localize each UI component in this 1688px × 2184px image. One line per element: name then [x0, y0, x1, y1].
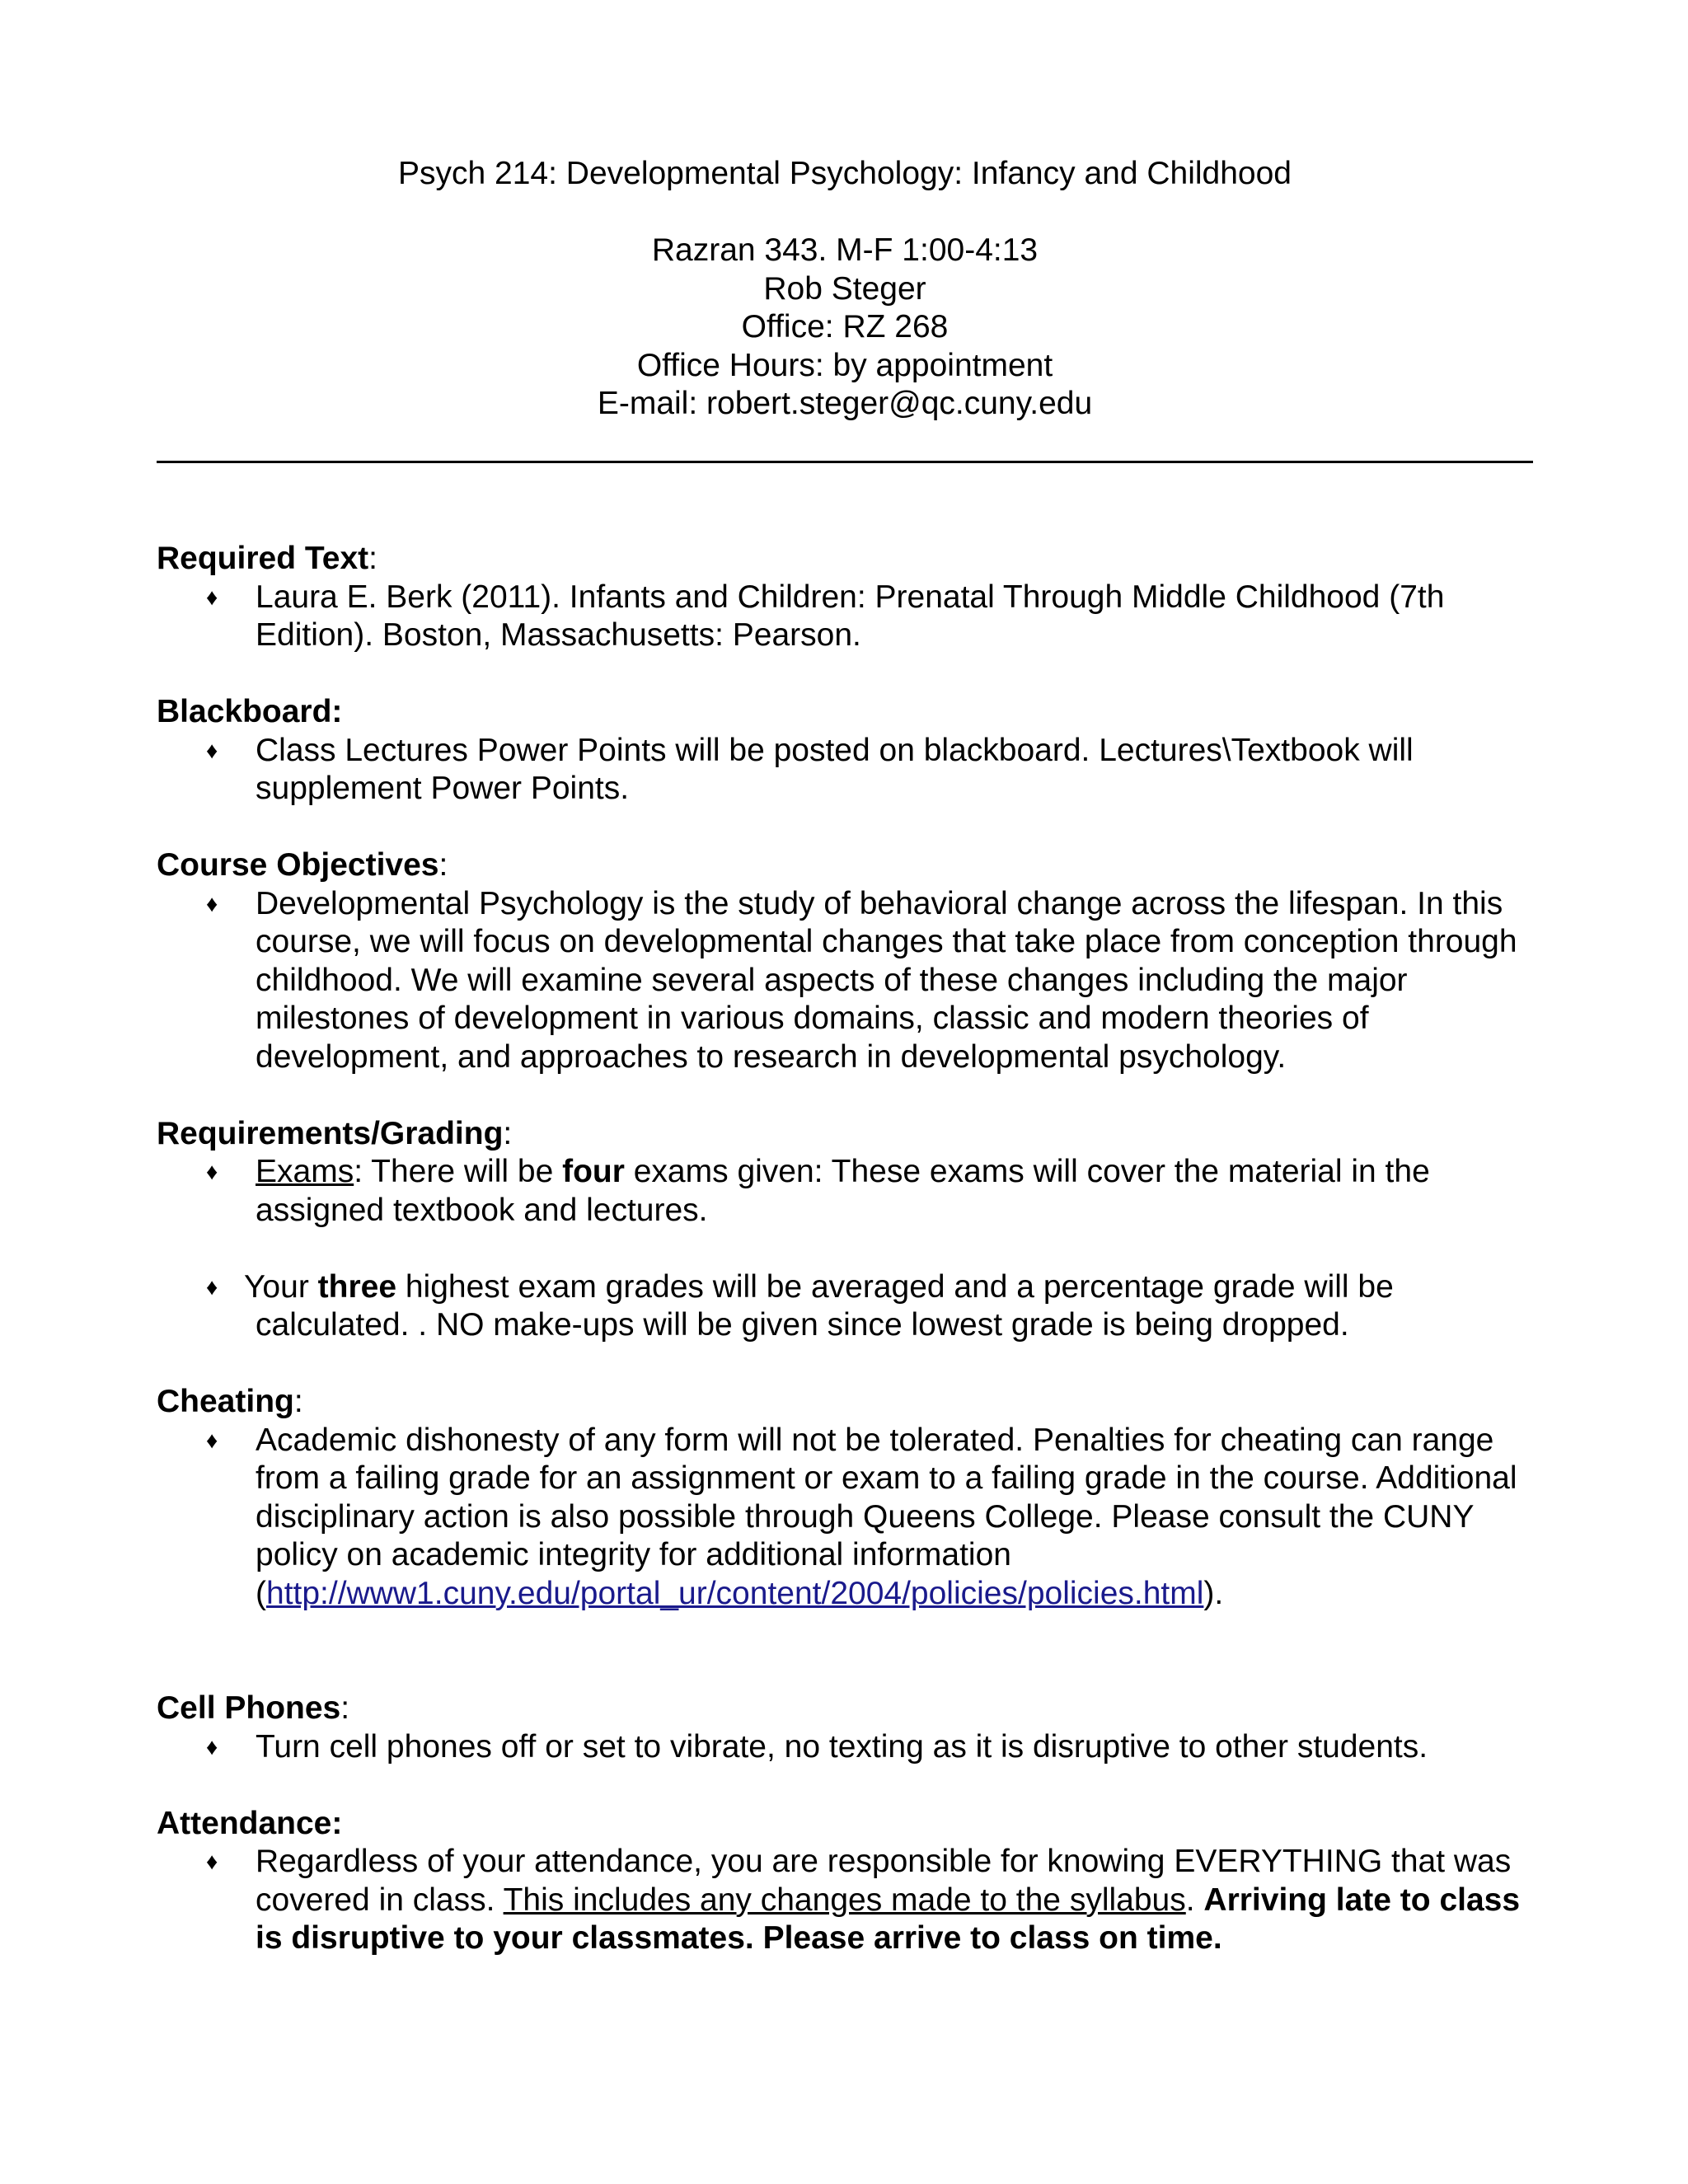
- diamond-bullet-icon: ♦: [206, 1849, 218, 1874]
- course-title: Psych 214: Developmental Psychology: Infancy and Childhood: [398, 156, 1292, 191]
- section-attendance: [157, 1805, 1550, 1958]
- emphasis-four: four: [562, 1154, 625, 1189]
- bullet-text: Laura E. Berk (2011). Infants and Children: Prenatal Through Middle Childhood (7th Edition). Boston, Massachusetts: Pearson.: [256, 579, 1445, 653]
- bullet-item: [157, 1422, 1550, 1614]
- syllabus-header: [157, 155, 1533, 424]
- section-heading: Required Text:: [157, 541, 377, 576]
- section-requirements-grading: [157, 1115, 1550, 1345]
- diamond-bullet-icon: ♦: [206, 890, 218, 916]
- bullet-item: [157, 732, 1550, 808]
- bullet-text: Turn cell phones off or set to vibrate, no texting as it is disruptive to other students.: [256, 1728, 1428, 1765]
- room-time: Razran 343. M-F 1:00-4:13: [651, 232, 1039, 268]
- section-course-objectives: [157, 846, 1550, 1076]
- section-cell-phones: [157, 1690, 1550, 1766]
- bullet-item: [157, 1153, 1550, 1230]
- cuny-policy-link[interactable]: http://www1.cuny.edu/portal_ur/content/2004/policies/policies.html: [266, 1575, 1204, 1611]
- bullet-item: [157, 1843, 1550, 1958]
- diamond-bullet-icon: ♦: [206, 1733, 218, 1760]
- diamond-bullet-icon: ♦: [206, 583, 218, 610]
- header-spacer: [157, 194, 1533, 232]
- diamond-bullet-icon: ♦: [206, 737, 218, 763]
- syllabus-changes-note: This includes any changes made to the syllabus: [503, 1882, 1186, 1918]
- section-heading: Cheating:: [157, 1384, 303, 1419]
- syllabus-body: [157, 540, 1550, 1958]
- diamond-bullet-icon: ♦: [206, 1273, 218, 1300]
- bullet-item: [157, 1268, 1550, 1345]
- office-hours: Office Hours: by appointment: [636, 347, 1053, 383]
- section-cheating: [157, 1383, 1550, 1613]
- section-required-text: [157, 540, 1550, 655]
- instructor-name: Rob Steger: [763, 270, 926, 307]
- bullet-item: [157, 579, 1550, 655]
- bullet-text: Developmental Psychology is the study of behavioral change across the lifespan. In this course, we will focus on developmental changes that take place from conception through childhood. We will examine several aspects of these changes including the major milestones of development in various domains, classic and modern theories of development, and approaches to research in developmental psychology.: [256, 885, 1517, 1075]
- diamond-bullet-icon: ♦: [206, 1427, 218, 1453]
- section-blackboard: [157, 693, 1550, 808]
- exams-label: Exams: [256, 1154, 354, 1189]
- section-heading: Course Objectives:: [157, 847, 448, 883]
- bullet-item: [157, 1728, 1550, 1767]
- bullet-item: [157, 885, 1550, 1077]
- emphasis-three: three: [317, 1268, 397, 1305]
- late-arrival-warning: Arriving late to class is disruptive to your classmates. Please arrive to class on time.: [256, 1882, 1521, 1956]
- diamond-bullet-icon: ♦: [206, 1159, 218, 1184]
- bullet-text: Regardless of your attendance, you are responsible for knowing EVERYTHING that was covered in class. This includes any changes made to the syllabus. Arriving late to class is disruptive to your classmates. Please arrive to class on time.: [256, 1844, 1521, 1956]
- section-heading: Blackboard:: [157, 694, 343, 729]
- section-heading: Cell Phones:: [157, 1690, 350, 1726]
- email-address: E-mail: robert.steger@qc.cuny.edu: [597, 386, 1093, 421]
- section-heading: Requirements/Grading:: [157, 1115, 513, 1151]
- header-divider: [157, 461, 1533, 463]
- bullet-text: Your three highest exam grades will be averaged and a percentage grade will be calculated. . NO make-ups will be given since lowest grade is being dropped.: [244, 1268, 1394, 1343]
- bullet-text: Class Lectures Power Points will be posted on blackboard. Lectures\Textbook will supplement Power Points.: [256, 732, 1414, 806]
- section-heading: Attendance:: [157, 1805, 343, 1841]
- bullet-text: Exams: There will be four exams given: These exams will cover the material in the assigned textbook and lectures.: [256, 1154, 1430, 1228]
- bullet-text: Academic dishonesty of any form will not be tolerated. Penalties for cheating can range from a failing grade for an assignment or exam to a failing grade in the course. Additional disciplinary action is also possible through Queens College. Please consult the CUNY policy on academic integrity for additional information (http://www1.cuny.edu/portal_ur/content/2004/policies/policies.html).: [256, 1422, 1517, 1611]
- office-location: Office: RZ 268: [741, 309, 949, 344]
